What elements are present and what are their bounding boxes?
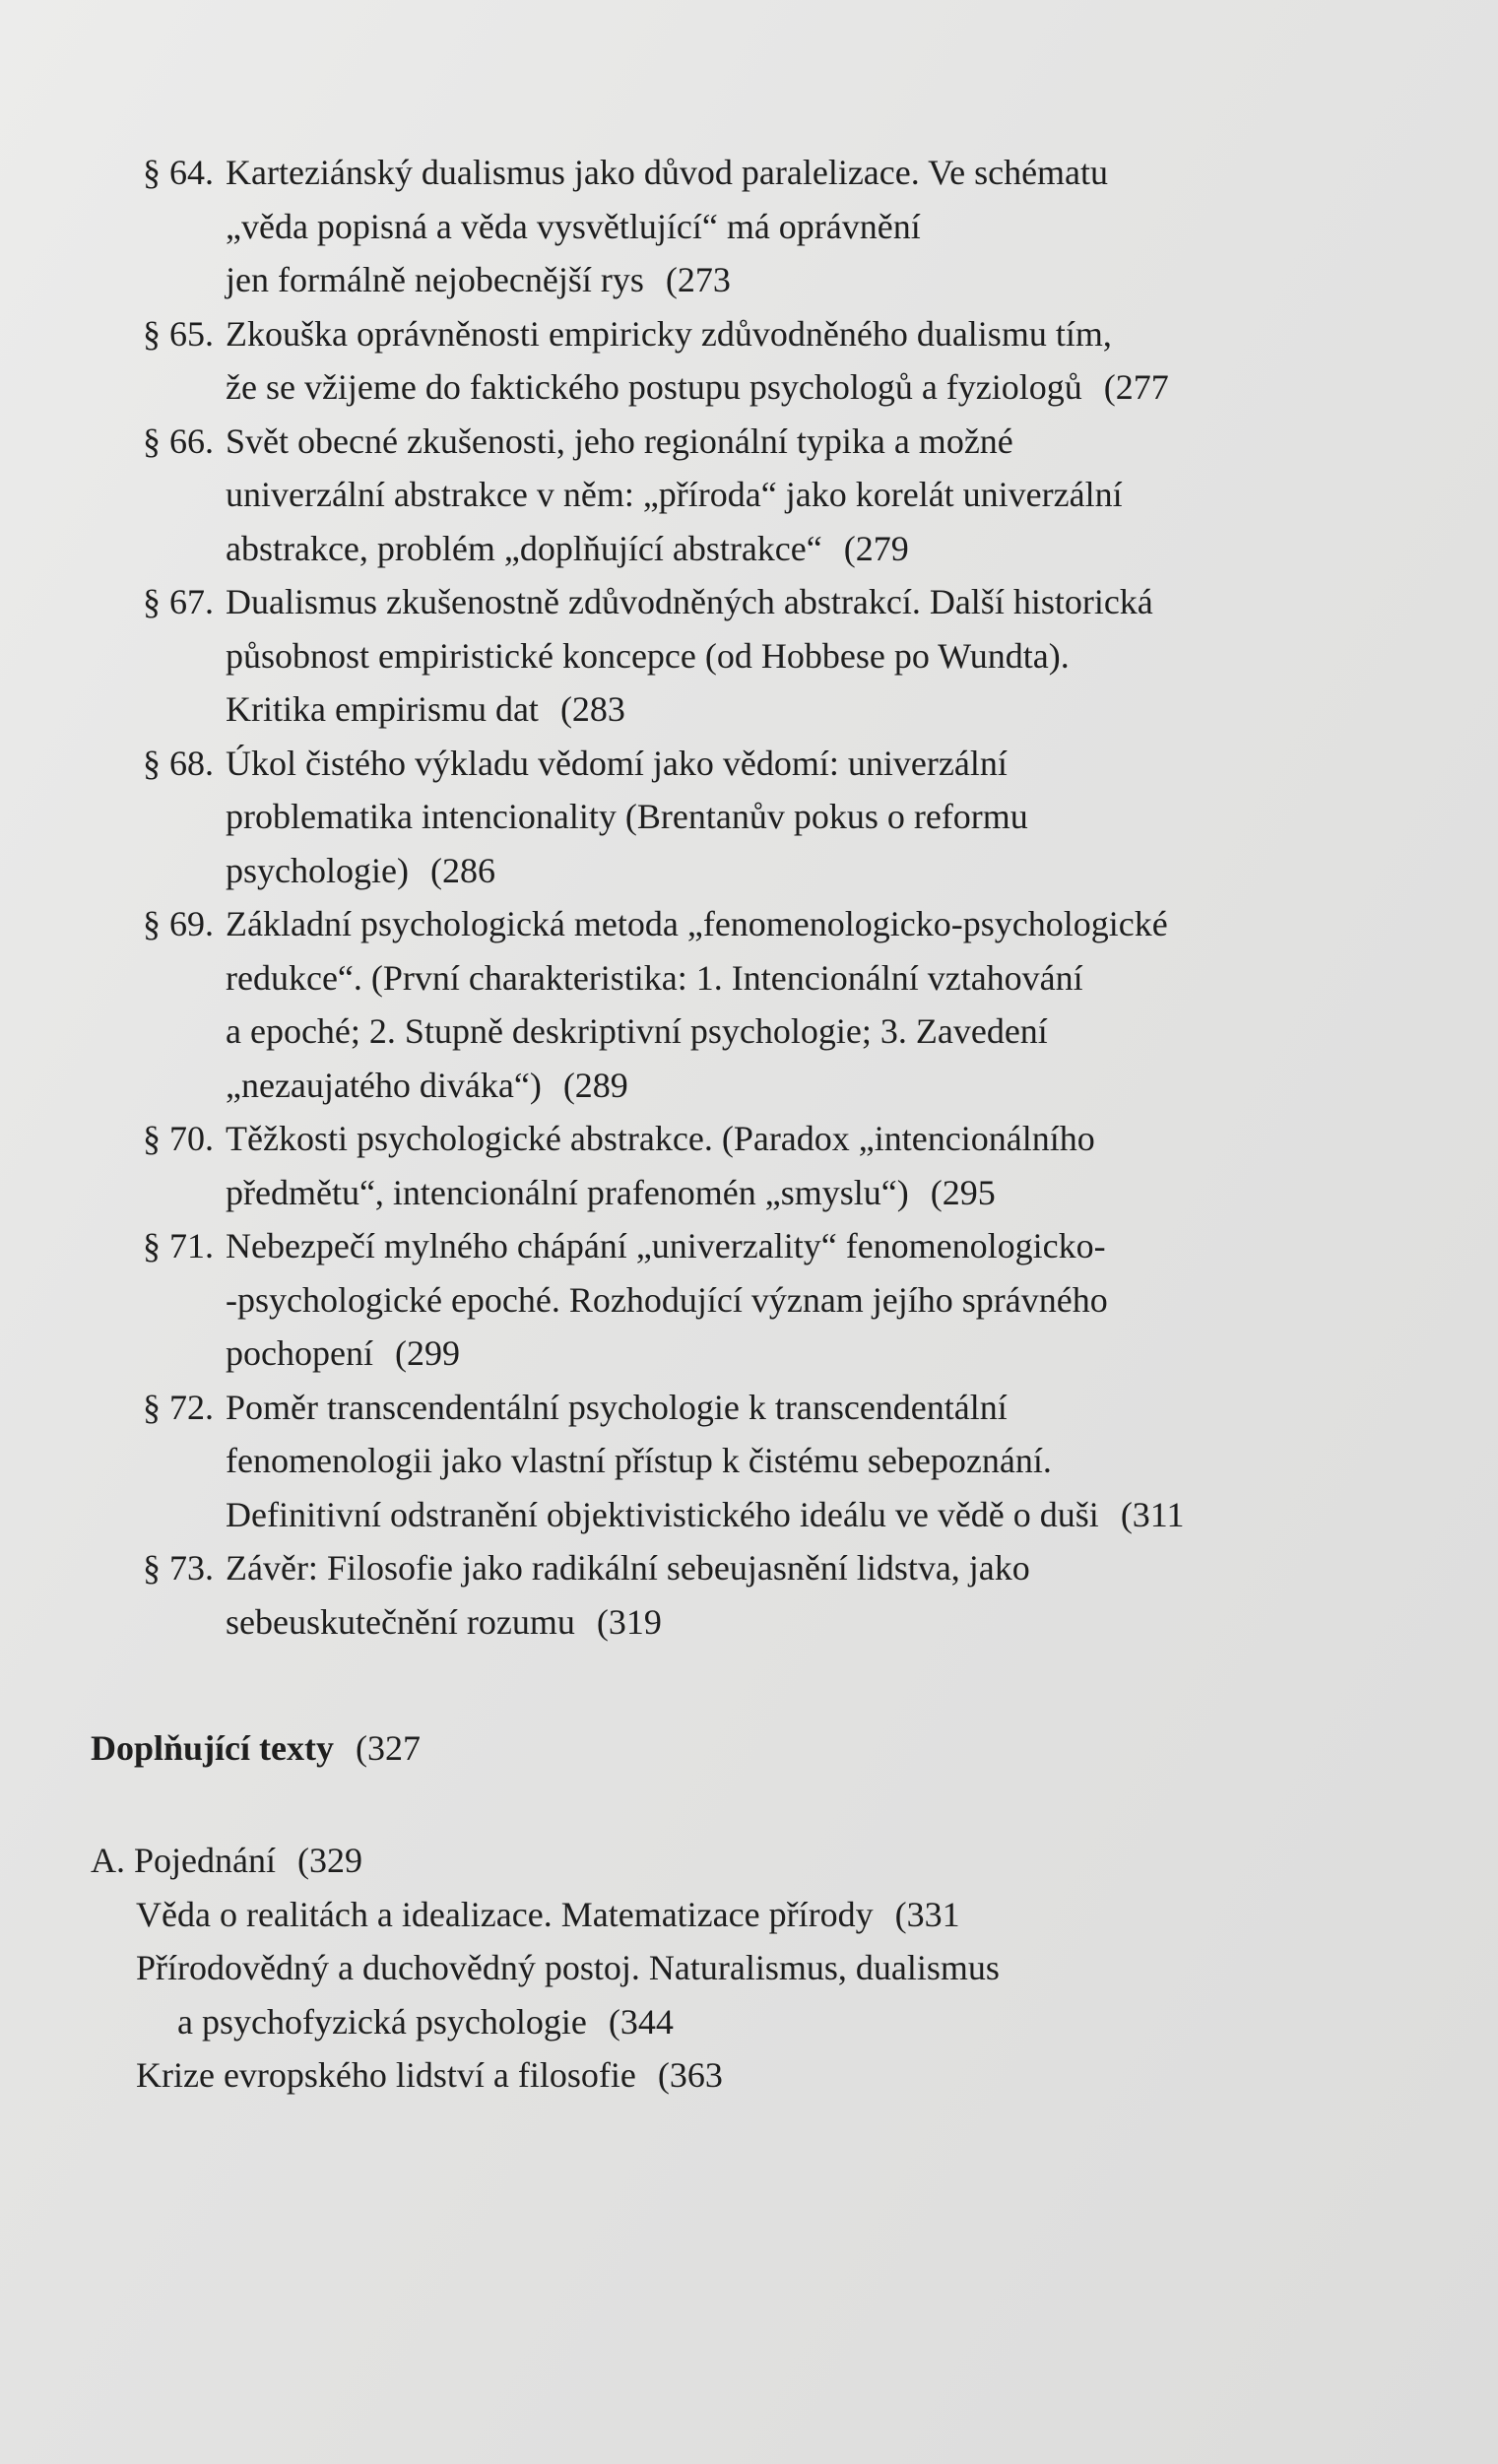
entry-line: Kritika empirismu dat	[226, 689, 539, 729]
entry-line: „nezaujatého diváka“)	[226, 1065, 542, 1105]
toc-entry	[143, 1381, 1325, 1542]
appendix-heading: A. Pojednání	[91, 1841, 276, 1880]
entry-line: Zkouška oprávněnosti empiricky zdůvodněného dualismu tím,	[226, 313, 1112, 354]
page-ref: (289	[562, 1065, 628, 1105]
section-number: § 66.	[143, 421, 214, 461]
page-ref: (277	[1103, 367, 1169, 407]
page-ref: (311	[1120, 1494, 1185, 1534]
toc-entry	[143, 1541, 1325, 1649]
toc-entry	[143, 737, 1325, 898]
section-number: § 64.	[143, 153, 214, 192]
entry-line: pochopení	[226, 1333, 373, 1373]
entry-line: Poměr transcendentální psychologie k transcendentální	[226, 1387, 1008, 1427]
entry-line: Úkol čistého výkladu vědomí jako vědomí: univerzální	[226, 743, 1008, 783]
entry-line: a epoché; 2. Stupně deskriptivní psychologie; 3. Zavedení	[226, 1011, 1048, 1051]
section-number: § 67.	[143, 582, 214, 621]
section-number: § 73.	[143, 1548, 214, 1588]
page-ref: (299	[394, 1333, 460, 1373]
toc-entry	[143, 1219, 1325, 1381]
section-number: § 68.	[143, 743, 214, 783]
entry-line: Nebezpečí mylného chápání „univerzality“ fenomenologicko-	[226, 1226, 1106, 1265]
toc-entry	[143, 307, 1325, 415]
entry-line: Základní psychologická metoda „fenomenologicko-psychologické	[226, 904, 1168, 943]
entry-line: „věda popisná a věda vysvětlující“ má oprávnění	[226, 206, 921, 246]
appendix-section	[91, 1834, 1272, 2103]
entry-line: Těžkosti psychologické abstrakce. (Paradox „intencionálního	[226, 1119, 1095, 1158]
entry-line: Svět obecné zkušenosti, jeho regionální typika a možné	[226, 421, 1013, 461]
page-ref: (329	[296, 1841, 362, 1880]
entry-line: Závěr: Filosofie jako radikální sebeujasnění lidstva, jako	[226, 1548, 1030, 1588]
toc-entry	[143, 415, 1325, 576]
toc-entry	[143, 897, 1325, 1112]
page-ref: (273	[665, 260, 731, 299]
entry-line: -psychologické epoché. Rozhodující význam jejího správného	[226, 1279, 1108, 1320]
page-ref: (363	[657, 2055, 723, 2095]
entry-line: abstrakce, problém „doplňující abstrakce“	[226, 528, 822, 568]
toc-entry	[143, 575, 1325, 737]
appendix-item-line: Přírodovědný a duchovědný postoj. Naturalismus, dualismus	[136, 1948, 1000, 1987]
page-ref: (295	[930, 1172, 996, 1212]
entry-line: fenomenologii jako vlastní přístup k čistému sebepoznání.	[226, 1441, 1052, 1480]
entry-line: psychologie)	[226, 850, 409, 890]
toc-section-list	[143, 146, 1325, 1649]
page-ref: (344	[608, 2001, 674, 2042]
page-ref: (327	[356, 1728, 421, 1768]
page-ref: (286	[429, 850, 495, 890]
toc-entry	[143, 146, 1325, 307]
entry-line: univerzální abstrakce v něm: „příroda“ jako korelát univerzální	[226, 475, 1123, 514]
section-number: § 69.	[143, 904, 214, 943]
page-ref: (331	[894, 1894, 960, 1934]
page-ref: (319	[596, 1601, 662, 1642]
section-number: § 72.	[143, 1387, 214, 1427]
page-ref: (283	[559, 689, 625, 729]
entry-line: jen formálně nejobecnější rys	[226, 260, 644, 299]
page-ref: (279	[843, 528, 909, 568]
entry-line: že se vžijeme do faktického postupu psychologů a fyziologů	[226, 367, 1082, 407]
entry-line: Karteziánský dualismus jako důvod paralelizace. Ve schématu	[226, 153, 1109, 192]
supplementary-heading	[91, 1721, 421, 1775]
entry-line: Definitivní odstranění objektivistického ideálu ve vědě o duši	[226, 1494, 1099, 1534]
entry-line: předmětu“, intencionální prafenomén „smyslu“)	[226, 1172, 909, 1212]
section-number: § 71.	[143, 1226, 214, 1265]
entry-line: působnost empiristické koncepce (od Hobbese po Wundta).	[226, 635, 1070, 676]
section-number: § 70.	[143, 1119, 214, 1158]
section-number: § 65.	[143, 313, 214, 354]
entry-line: problematika intencionality (Brentanův pokus o reformu	[226, 797, 1028, 836]
appendix-item-line: Věda o realitách a idealizace. Matematizace přírody	[136, 1894, 874, 1934]
toc-entry	[143, 1112, 1325, 1219]
appendix-item-line: a psychofyzická psychologie	[177, 2001, 587, 2042]
appendix-item-line: Krize evropského lidství a filosofie	[136, 2055, 636, 2095]
entry-line: Dualismus zkušenostně zdůvodněných abstrakcí. Další historická	[226, 582, 1153, 621]
entry-line: redukce“. (První charakteristika: 1. Intencionální vztahování	[226, 957, 1083, 998]
entry-line: sebeuskutečnění rozumu	[226, 1601, 575, 1642]
supplementary-title: Doplňující texty	[91, 1728, 334, 1768]
